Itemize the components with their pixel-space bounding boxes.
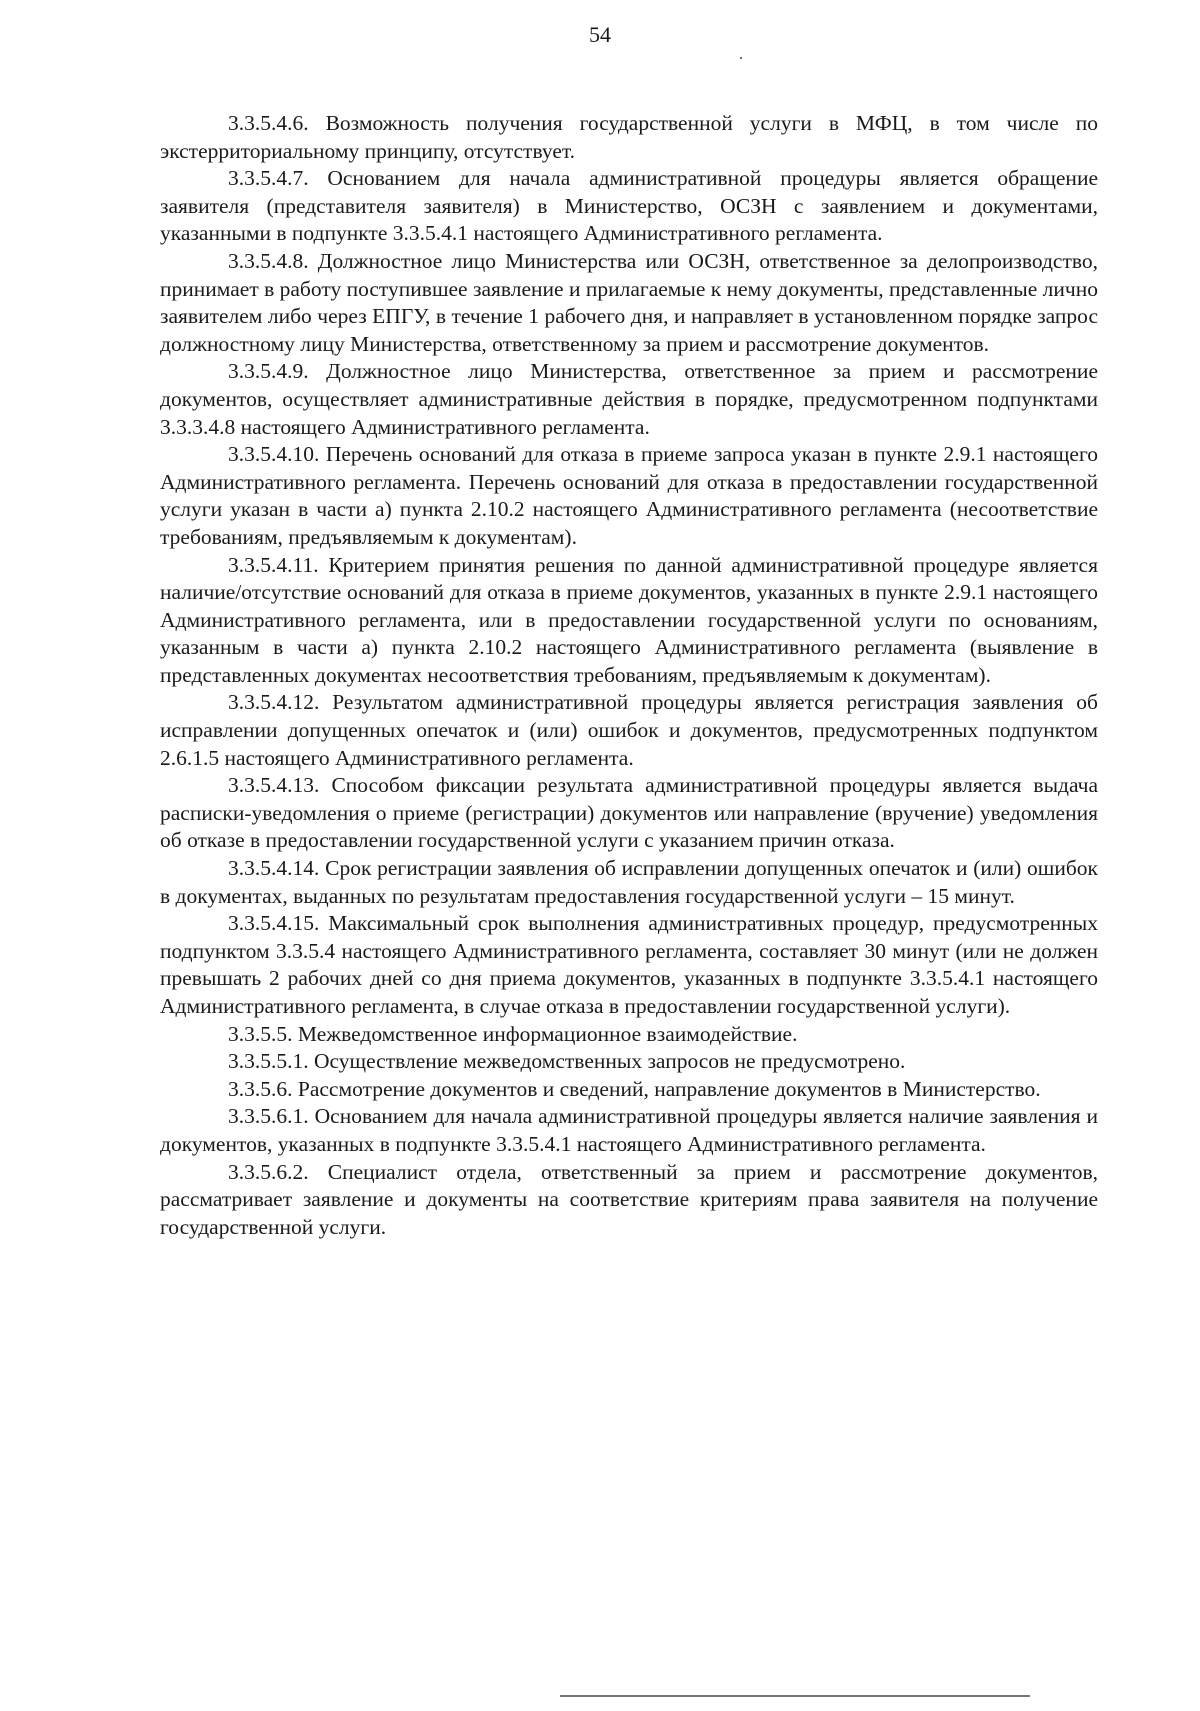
- scan-speck: [740, 57, 742, 59]
- paragraph-3-3-5-6-2: 3.3.5.6.2. Специалист отдела, ответственный за прием и рассмотрение документов, рассматривает заявление и документы на соответствие критериям права заявителя на получение государственной услуги.: [160, 1159, 1098, 1239]
- page-number: 54: [589, 22, 611, 47]
- document-body: [160, 110, 1098, 1241]
- paragraph-3-3-5-5: 3.3.5.5. Межведомственное информационное взаимодействие.: [228, 1021, 798, 1046]
- paragraph-3-3-5-6: 3.3.5.6. Рассмотрение документов и сведений, направление документов в Министерство.: [228, 1076, 1041, 1101]
- bottom-scan-line: [560, 1695, 1030, 1697]
- paragraph-3-3-5-6-1: 3.3.5.6.1. Основанием для начала административной процедуры является наличие заявления и документов, указанных в подпункте 3.3.5.4.1 настоящего Административного регламента.: [160, 1104, 1098, 1156]
- paragraph-3-3-5-4-8: 3.3.5.4.8. Должностное лицо Министерства или ОСЗН, ответственное за делопроизводство, принимает в работу поступившее заявление и прилагаемые к нему документы, представленные лично заявителем либо через ЕПГУ, в течение 1 рабочего дня, и направляет в установленном порядке запрос должностному лицу Министерства, ответственному за прием и рассмотрение документов.: [160, 248, 1098, 356]
- paragraph-3-3-5-4-14: 3.3.5.4.14. Срок регистрации заявления об исправлении допущенных опечаток и (или) ошибок в документах, выданных по результатам предоставления государственной услуги – 15 минут.: [160, 856, 1098, 908]
- paragraph-3-3-5-4-7: 3.3.5.4.7. Основанием для начала административной процедуры является обращение заявителя (представителя заявителя) в Министерство, ОСЗН с заявлением и документами, указанными в подпункте 3.3.5.4.1 настоящего Административного регламента.: [160, 166, 1098, 246]
- paragraph-3-3-5-4-9: 3.3.5.4.9. Должностное лицо Министерства, ответственное за прием и рассмотрение документов, осуществляет административные действия в порядке, предусмотренном подпунктами 3.3.3.4.8 настоящего Административного регламента.: [160, 359, 1098, 439]
- paragraph-3-3-5-4-11: 3.3.5.4.11. Критерием принятия решения по данной административной процедуре является наличие/отсутствие оснований для отказа в приеме документов, указанных в пункте 2.9.1 настоящего Административного регламента, или в предоставлении государственной услуги по основаниям, указанным в части а) пункта 2.10.2 настоящего Административного регламента (выявление в представленных документах несоответствия требованиям, предъявляемым к документам).: [160, 552, 1098, 687]
- paragraph-3-3-5-4-12: 3.3.5.4.12. Результатом административной процедуры является регистрация заявления об исправлении допущенных опечаток и (или) ошибок и документов, предусмотренных подпунктом 2.6.1.5 настоящего Административного регламента.: [160, 690, 1098, 770]
- paragraph-3-3-5-4-15: 3.3.5.4.15. Максимальный срок выполнения административных процедур, предусмотренных подпунктом 3.3.5.4 настоящего Административного регламента, составляет 30 минут (или не должен превышать 2 рабочих дней со дня приема документов, указанных в подпункте 3.3.5.4.1 настоящего Административного регламента, в случае отказа в предоставлении государственной услуги).: [160, 911, 1098, 1018]
- paragraph-3-3-5-4-13: 3.3.5.4.13. Способом фиксации результата административной процедуры является выдача расписки-уведомления о приеме (регистрации) документов или направление (вручение) уведомления об отказе в предоставлении государственной услуги с указанием причин отказа.: [160, 773, 1098, 853]
- paragraph-3-3-5-5-1: 3.3.5.5.1. Осуществление межведомственных запросов не предусмотрено.: [228, 1049, 906, 1074]
- paragraph-3-3-5-4-10: 3.3.5.4.10. Перечень оснований для отказа в приеме запроса указан в пункте 2.9.1 настоящего Административного регламента. Перечень оснований для отказа в предоставлении государственной услуги указан в части а) пункта 2.10.2 настоящего Административного регламента (несоответствие требованиям, предъявляемым к документам).: [160, 442, 1098, 549]
- paragraph-3-3-5-4-6: 3.3.5.4.6. Возможность получения государственной услуги в МФЦ, в том числе по экстерриториальному принципу, отсутствует.: [160, 111, 1098, 163]
